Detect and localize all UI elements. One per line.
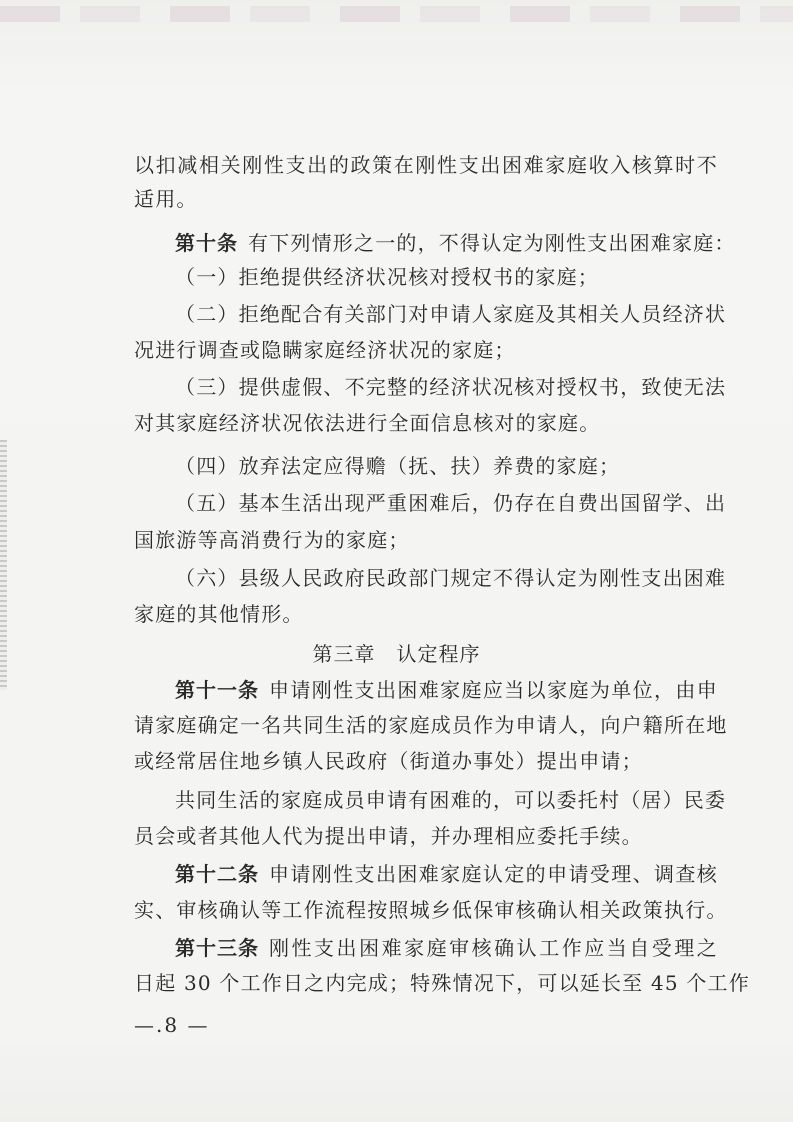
text-line: 或经常居住地乡镇人民政府（街道办事处）提出申请； xyxy=(134,749,643,773)
article-label: 第十一条 xyxy=(175,678,259,702)
article-12 xyxy=(175,861,718,887)
text-line: （四）放弃法定应得赡（抚、扶）养费的家庭； xyxy=(175,454,621,478)
chapter-heading: 第三章 认定程序 xyxy=(312,642,481,666)
article-label: 第十条 xyxy=(175,231,238,255)
text-line: 国旅游等高消费行为的家庭； xyxy=(134,528,410,552)
article-11 xyxy=(175,677,718,703)
page-number: —.8 — xyxy=(134,1013,210,1037)
article-13 xyxy=(175,935,718,961)
text-line: 请家庭确定一名共同生活的家庭成员作为申请人，向户籍所在地 xyxy=(134,713,728,737)
article-text: 刚性支出困难家庭审核确认工作应当自受理之 xyxy=(269,936,718,960)
text-line: （五）基本生活出现严重困难后，仍存在自费出国留学、出 xyxy=(175,491,727,515)
text-line: 对其家庭经济状况依法进行全面信息核对的家庭。 xyxy=(134,411,601,435)
text-line: 适用。 xyxy=(134,187,198,211)
article-text: 申请刚性支出困难家庭认定的申请受理、调查核 xyxy=(269,862,718,886)
text-line: 况进行调查或隐瞒家庭经济状况的家庭； xyxy=(134,338,516,362)
text-line: 家庭的其他情形。 xyxy=(134,602,304,626)
text-line: 以扣减相关刚性支出的政策在刚性支出困难家庭收入核算时不 xyxy=(134,153,718,177)
article-label: 第十二条 xyxy=(175,862,259,886)
article-10 xyxy=(175,230,736,256)
text-line: （三）提供虚假、不完整的经济状况核对授权书，致使无法 xyxy=(175,375,727,399)
text-line: （六）县级人民政府民政部门规定不得认定为刚性支出困难 xyxy=(175,566,727,590)
text-line: 日起 30 个工作日之内完成；特殊情况下，可以延长至 45 个工作 xyxy=(134,971,750,995)
text-line: （二）拒绝配合有关部门对申请人家庭及其相关人员经济状 xyxy=(175,302,727,326)
text-line: 实、审核确认等工作流程按照城乡低保审核确认相关政策执行。 xyxy=(134,898,728,922)
text-line: （一）拒绝提供经济状况核对授权书的家庭； xyxy=(175,265,599,289)
text-line: 员会或者其他人代为提出申请，并办理相应委托手续。 xyxy=(134,824,643,848)
article-label: 第十三条 xyxy=(175,936,259,960)
text-line: 共同生活的家庭成员申请有困难的，可以委托村（居）民委 xyxy=(175,788,727,812)
article-text: 有下列情形之一的，不得认定为刚性支出困难家庭： xyxy=(248,231,736,255)
article-text: 申请刚性支出困难家庭应当以家庭为单位，由申 xyxy=(269,678,718,702)
